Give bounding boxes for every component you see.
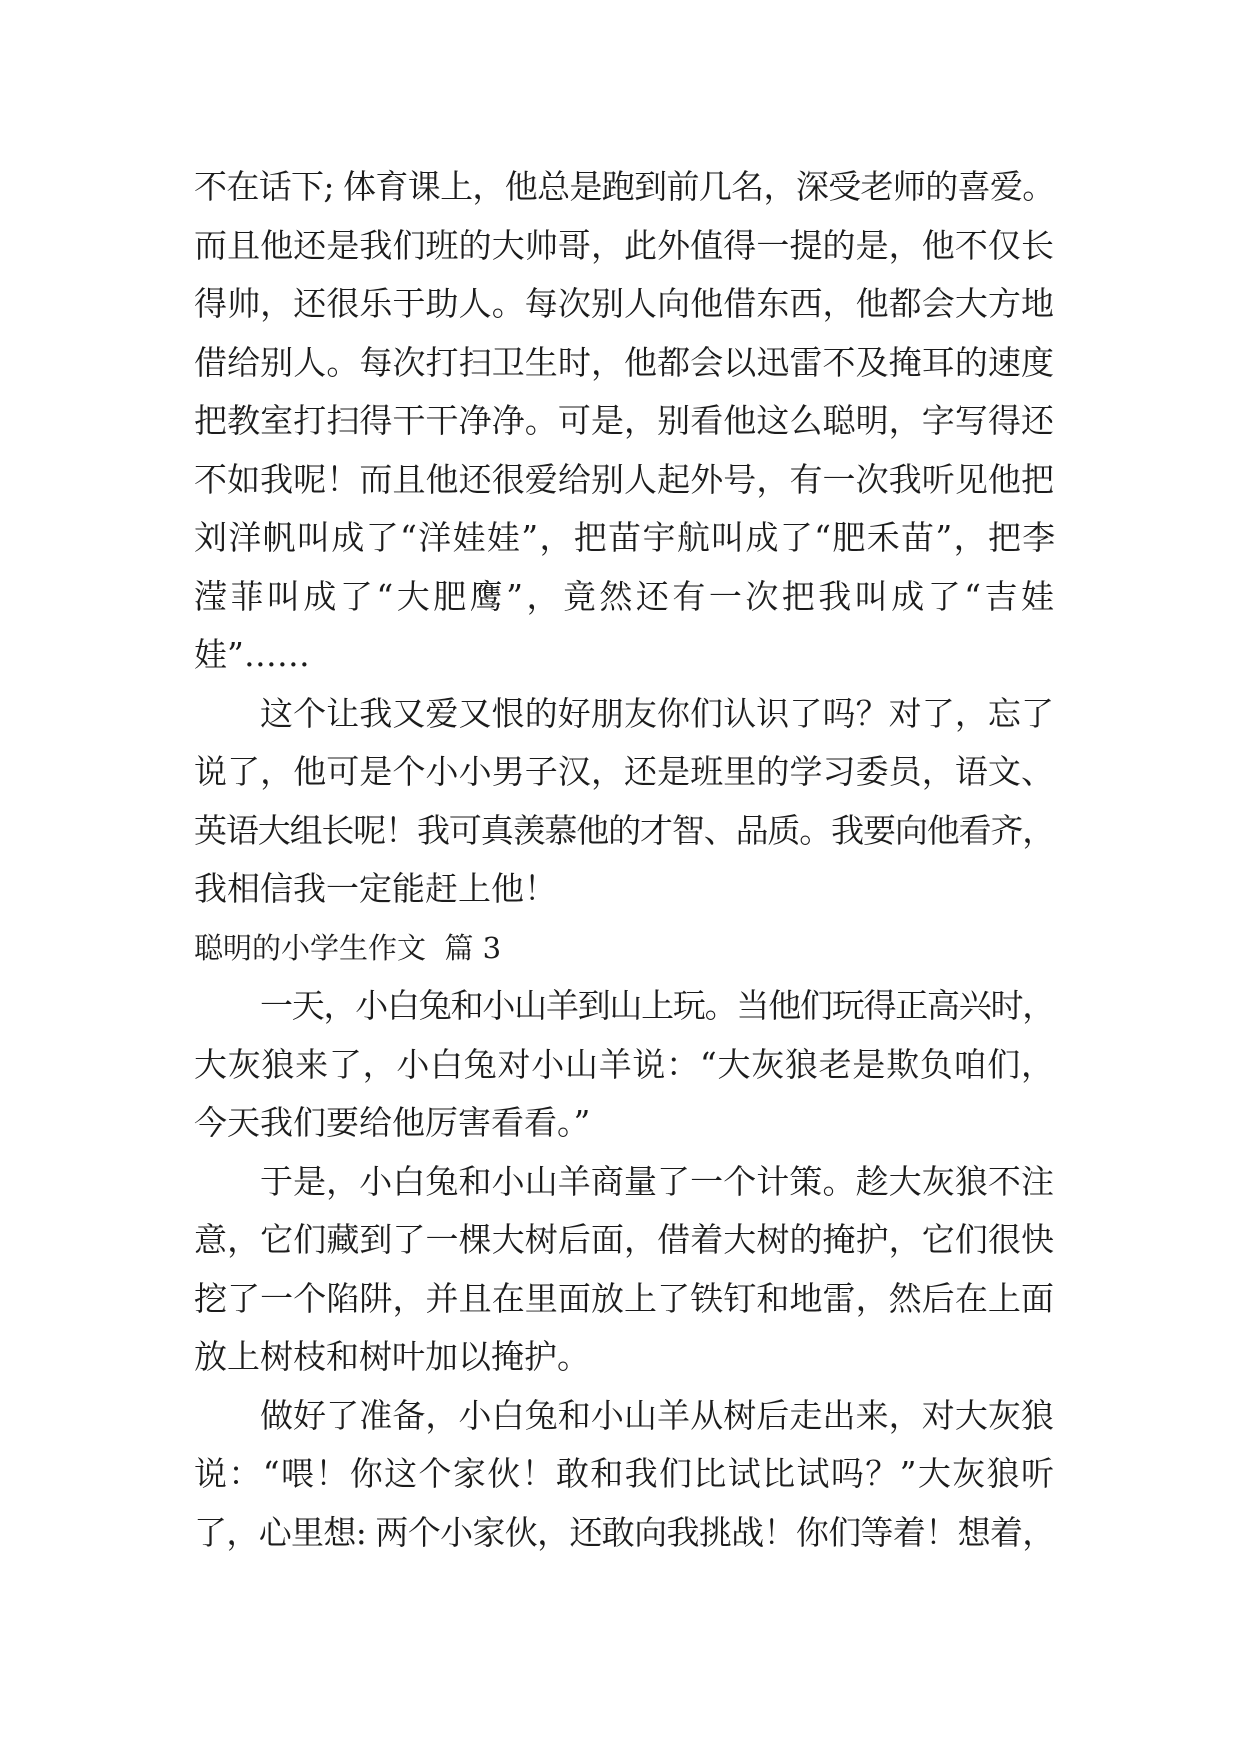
document-page [194,158,1054,1562]
text-line: 把教室打扫得干干净净。可是，别看他这么聪明，字写得还 [194,401,1054,440]
text-line: 这个让我又爱又恨的好朋友你们认识了吗？对了，忘了 [260,693,1054,733]
text-line: 一天，小白兔和小山羊到山上玩。当他们玩得正高兴时， [260,986,1054,1025]
paragraph [194,977,1054,1153]
text-line: 不在话下; 体育课上，他总是跑到前几名，深受老师的喜爱。 [194,167,1054,206]
text-line: 于是，小白兔和小山羊商量了一个计策。趁大灰狼不注 [260,1161,1054,1201]
paragraph [194,1387,1054,1563]
text-line: 而且他还是我们班的大帅哥，此外值得一提的是，他不仅长 [194,225,1054,265]
text-line: 了，心里想: 两个小家伙，还敢向我挑战！你们等着！想着， [194,1512,1054,1552]
paragraph [194,158,1054,685]
text-line: 放上树枝和树叶加以掩护。 [194,1337,590,1376]
paragraph [194,685,1054,919]
text-line: 挖了一个陷阱，并且在里面放上了铁钉和地雷，然后在上面 [194,1278,1054,1318]
text-line: 刘洋帆叫成了“洋娃娃”，把苗宇航叫成了“肥禾苗”，把李 [194,518,1054,557]
text-line: 做好了准备，小白兔和小山羊从树后走出来，对大灰狼 [260,1395,1054,1435]
section-heading: 聪明的小学生作文 篇 3 [194,930,502,965]
text-line: 我相信我一定能赶上他！ [194,869,557,908]
text-line: 得帅，还很乐于助人。每次别人向他借东西，他都会大方地 [194,284,1054,323]
text-line: 滢菲叫成了“大肥鹰”，竟然还有一次把我叫成了“吉娃 [194,576,1054,616]
text-line: 借给别人。每次打扫卫生时，他都会以迅雷不及掩耳的速度 [194,342,1054,382]
text-line: 大灰狼来了，小白兔对小山羊说：“大灰狼老是欺负咱们， [194,1044,1054,1084]
text-line: 娃”…… [194,635,310,674]
paragraph [194,1153,1054,1387]
text-line: 不如我呢！而且他还很爱给别人起外号，有一次我听见他把 [194,459,1054,499]
text-line: 说：“喂！你这个家伙！敢和我们比试比试吗？”大灰狼听 [194,1454,1054,1493]
text-line: 英语大组长呢！我可真羡慕他的才智、品质。我要向他看齐， [194,810,1054,850]
text-line: 今天我们要给他厉害看看。” [194,1103,591,1142]
text-line: 说了，他可是个小小男子汉，还是班里的学习委员，语文、 [194,752,1054,791]
text-line: 意，它们藏到了一棵大树后面，借着大树的掩护，它们很快 [194,1220,1054,1259]
